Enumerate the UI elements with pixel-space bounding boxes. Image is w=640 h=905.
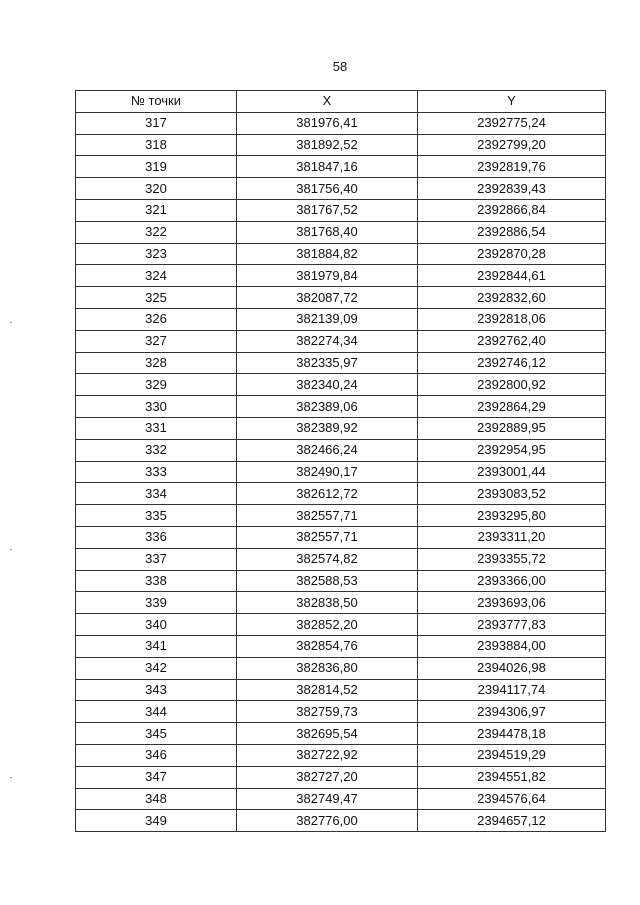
cell-x: 382727,20 bbox=[237, 766, 418, 788]
cell-point-number: 348 bbox=[76, 788, 237, 810]
cell-point-number: 349 bbox=[76, 810, 237, 832]
cell-y: 2393355,72 bbox=[418, 548, 606, 570]
cell-y: 2393083,52 bbox=[418, 483, 606, 505]
page-number: 58 bbox=[332, 59, 348, 74]
cell-point-number: 333 bbox=[76, 461, 237, 483]
table-row bbox=[76, 308, 606, 330]
cell-point-number: 329 bbox=[76, 374, 237, 396]
cell-point-number: 322 bbox=[76, 221, 237, 243]
cell-x: 381892,52 bbox=[237, 134, 418, 156]
cell-point-number: 323 bbox=[76, 243, 237, 265]
table-row bbox=[76, 134, 606, 156]
cell-point-number: 321 bbox=[76, 199, 237, 221]
coordinates-table bbox=[75, 90, 606, 832]
cell-x: 382389,06 bbox=[237, 396, 418, 418]
table-row bbox=[76, 156, 606, 178]
cell-x: 382335,97 bbox=[237, 352, 418, 374]
cell-point-number: 325 bbox=[76, 287, 237, 309]
table-row bbox=[76, 178, 606, 200]
cell-point-number: 320 bbox=[76, 178, 237, 200]
cell-x: 382139,09 bbox=[237, 308, 418, 330]
column-header-y: Y bbox=[418, 91, 606, 113]
cell-point-number: 341 bbox=[76, 635, 237, 657]
cell-y: 2394117,74 bbox=[418, 679, 606, 701]
table-row bbox=[76, 112, 606, 134]
cell-y: 2392870,28 bbox=[418, 243, 606, 265]
cell-x: 382695,54 bbox=[237, 723, 418, 745]
cell-x: 381756,40 bbox=[237, 178, 418, 200]
cell-point-number: 342 bbox=[76, 657, 237, 679]
table-row bbox=[76, 330, 606, 352]
cell-y: 2392889,95 bbox=[418, 417, 606, 439]
cell-x: 382557,71 bbox=[237, 526, 418, 548]
table-row bbox=[76, 526, 606, 548]
scan-speck bbox=[10, 549, 12, 550]
cell-x: 382759,73 bbox=[237, 701, 418, 723]
cell-x: 381979,84 bbox=[237, 265, 418, 287]
table-row bbox=[76, 614, 606, 636]
cell-x: 381767,52 bbox=[237, 199, 418, 221]
cell-x: 382574,82 bbox=[237, 548, 418, 570]
table-row bbox=[76, 243, 606, 265]
cell-x: 382722,92 bbox=[237, 744, 418, 766]
cell-y: 2392832,60 bbox=[418, 287, 606, 309]
table-row bbox=[76, 287, 606, 309]
table-row bbox=[76, 417, 606, 439]
table-row bbox=[76, 461, 606, 483]
cell-point-number: 339 bbox=[76, 592, 237, 614]
table-row bbox=[76, 592, 606, 614]
cell-y: 2394519,29 bbox=[418, 744, 606, 766]
table-row bbox=[76, 548, 606, 570]
cell-point-number: 327 bbox=[76, 330, 237, 352]
cell-y: 2394478,18 bbox=[418, 723, 606, 745]
cell-point-number: 343 bbox=[76, 679, 237, 701]
cell-y: 2392819,76 bbox=[418, 156, 606, 178]
cell-y: 2392746,12 bbox=[418, 352, 606, 374]
cell-x: 382557,71 bbox=[237, 505, 418, 527]
cell-y: 2392866,84 bbox=[418, 199, 606, 221]
table-row bbox=[76, 352, 606, 374]
cell-x: 382852,20 bbox=[237, 614, 418, 636]
cell-x: 382612,72 bbox=[237, 483, 418, 505]
table-row bbox=[76, 439, 606, 461]
cell-y: 2392818,06 bbox=[418, 308, 606, 330]
cell-point-number: 346 bbox=[76, 744, 237, 766]
table-row bbox=[76, 788, 606, 810]
table-row bbox=[76, 221, 606, 243]
cell-y: 2393693,06 bbox=[418, 592, 606, 614]
cell-y: 2392800,92 bbox=[418, 374, 606, 396]
cell-y: 2393311,20 bbox=[418, 526, 606, 548]
scan-speck bbox=[10, 777, 12, 778]
cell-x: 382087,72 bbox=[237, 287, 418, 309]
table-row bbox=[76, 374, 606, 396]
cell-x: 382466,24 bbox=[237, 439, 418, 461]
table-row bbox=[76, 635, 606, 657]
cell-point-number: 344 bbox=[76, 701, 237, 723]
cell-point-number: 338 bbox=[76, 570, 237, 592]
cell-y: 2392954,95 bbox=[418, 439, 606, 461]
cell-x: 382749,47 bbox=[237, 788, 418, 810]
cell-x: 382854,76 bbox=[237, 635, 418, 657]
cell-point-number: 334 bbox=[76, 483, 237, 505]
table-row bbox=[76, 766, 606, 788]
cell-x: 382814,52 bbox=[237, 679, 418, 701]
table-row bbox=[76, 570, 606, 592]
cell-point-number: 332 bbox=[76, 439, 237, 461]
table-row bbox=[76, 744, 606, 766]
cell-y: 2392762,40 bbox=[418, 330, 606, 352]
cell-y: 2394026,98 bbox=[418, 657, 606, 679]
cell-x: 381768,40 bbox=[237, 221, 418, 243]
cell-x: 381884,82 bbox=[237, 243, 418, 265]
table-row bbox=[76, 723, 606, 745]
cell-x: 382389,92 bbox=[237, 417, 418, 439]
cell-point-number: 340 bbox=[76, 614, 237, 636]
table-row bbox=[76, 701, 606, 723]
table-row bbox=[76, 396, 606, 418]
cell-y: 2394657,12 bbox=[418, 810, 606, 832]
cell-point-number: 331 bbox=[76, 417, 237, 439]
cell-point-number: 337 bbox=[76, 548, 237, 570]
table-row bbox=[76, 265, 606, 287]
cell-y: 2392844,61 bbox=[418, 265, 606, 287]
table-body bbox=[76, 112, 606, 831]
cell-point-number: 317 bbox=[76, 112, 237, 134]
cell-y: 2393295,80 bbox=[418, 505, 606, 527]
cell-point-number: 330 bbox=[76, 396, 237, 418]
column-header-point-number: № точки bbox=[76, 91, 237, 113]
table-row bbox=[76, 199, 606, 221]
table-row bbox=[76, 483, 606, 505]
cell-y: 2394551,82 bbox=[418, 766, 606, 788]
cell-x: 382588,53 bbox=[237, 570, 418, 592]
scan-speck bbox=[10, 322, 12, 323]
table-row bbox=[76, 657, 606, 679]
cell-y: 2392839,43 bbox=[418, 178, 606, 200]
cell-y: 2392775,24 bbox=[418, 112, 606, 134]
cell-x: 382490,17 bbox=[237, 461, 418, 483]
cell-point-number: 328 bbox=[76, 352, 237, 374]
cell-point-number: 335 bbox=[76, 505, 237, 527]
cell-y: 2393884,00 bbox=[418, 635, 606, 657]
cell-x: 382274,34 bbox=[237, 330, 418, 352]
column-header-x: X bbox=[237, 91, 418, 113]
cell-point-number: 324 bbox=[76, 265, 237, 287]
cell-x: 382838,50 bbox=[237, 592, 418, 614]
table-row bbox=[76, 679, 606, 701]
table-row bbox=[76, 505, 606, 527]
cell-y: 2393366,00 bbox=[418, 570, 606, 592]
cell-point-number: 347 bbox=[76, 766, 237, 788]
cell-y: 2394306,97 bbox=[418, 701, 606, 723]
cell-y: 2392886,54 bbox=[418, 221, 606, 243]
cell-x: 382776,00 bbox=[237, 810, 418, 832]
cell-point-number: 345 bbox=[76, 723, 237, 745]
cell-point-number: 318 bbox=[76, 134, 237, 156]
cell-x: 381976,41 bbox=[237, 112, 418, 134]
cell-point-number: 326 bbox=[76, 308, 237, 330]
cell-point-number: 336 bbox=[76, 526, 237, 548]
cell-y: 2393777,83 bbox=[418, 614, 606, 636]
cell-y: 2393001,44 bbox=[418, 461, 606, 483]
cell-y: 2394576,64 bbox=[418, 788, 606, 810]
cell-x: 382340,24 bbox=[237, 374, 418, 396]
cell-y: 2392864,29 bbox=[418, 396, 606, 418]
cell-x: 382836,80 bbox=[237, 657, 418, 679]
cell-point-number: 319 bbox=[76, 156, 237, 178]
cell-x: 381847,16 bbox=[237, 156, 418, 178]
table-header-row bbox=[76, 91, 606, 113]
cell-y: 2392799,20 bbox=[418, 134, 606, 156]
table-row bbox=[76, 810, 606, 832]
